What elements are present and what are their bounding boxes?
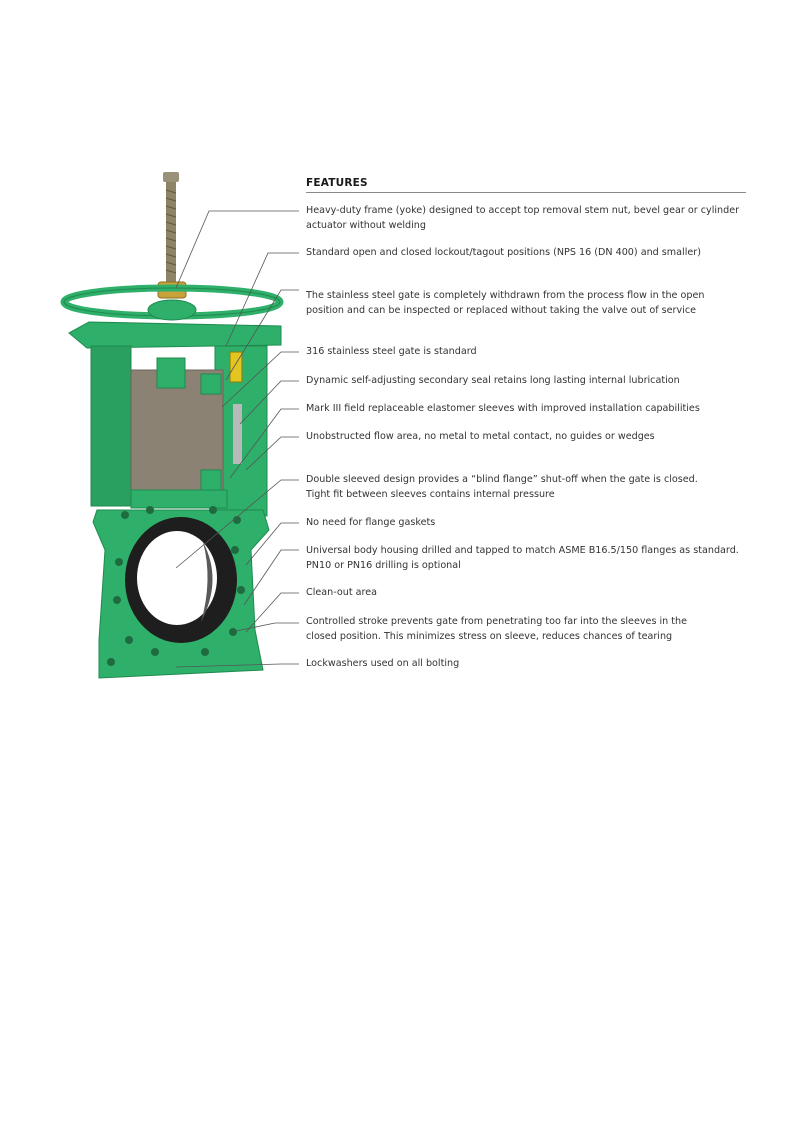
feature-no-gaskets — [306, 516, 746, 531]
feature-mark-iii-sleeves — [306, 402, 746, 417]
feature-line: Tight fit between sleeves contains internal pressure — [306, 488, 555, 500]
feature-line: Double sleeved design provides a “blind flange” shut-off when the gate is closed. — [306, 474, 698, 485]
feature-line: Clean-out area — [306, 587, 378, 598]
feature-controlled-stroke — [306, 615, 746, 644]
feature-line: Controlled stroke prevents gate from penetrating too far into the sleeves in the — [306, 616, 688, 627]
feature-line: Mark III field replaceable elastomer sleeves with improved installation capabilities — [306, 403, 700, 414]
feature-line: Universal body housing drilled and tapped to match ASME B16.5/150 flanges as standard. — [306, 545, 739, 556]
feature-line: Standard open and closed lockout/tagout positions (NPS 16 (DN 400) and smaller) — [306, 247, 701, 258]
feature-unobstructed-flow — [306, 430, 746, 445]
feature-line: Dynamic self-adjusting secondary seal retains long lasting internal lubrication — [306, 375, 680, 386]
feature-316-gate — [306, 345, 746, 360]
feature-double-sleeved — [306, 473, 746, 502]
feature-line: No need for flange gaskets — [306, 517, 436, 528]
feature-universal-body — [306, 544, 746, 573]
feature-line: Heavy-duty frame (yoke) designed to accept top removal stem nut, bevel gear or cylinder — [306, 205, 740, 216]
features-heading: FEATURES — [306, 177, 368, 189]
heading-divider — [306, 192, 746, 193]
feature-line: Unobstructed flow area, no metal to metal contact, no guides or wedges — [306, 431, 655, 442]
feature-lockout — [306, 246, 746, 261]
feature-line: position and can be inspected or replaced without taking the valve out of service — [306, 304, 697, 316]
feature-line: actuator without welding — [306, 219, 426, 231]
feature-clean-out — [306, 586, 746, 601]
feature-line: PN10 or PN16 drilling is optional — [306, 559, 461, 571]
feature-line: 316 stainless steel gate is standard — [306, 346, 477, 357]
feature-line: Lockwashers used on all bolting — [306, 658, 460, 669]
feature-line: The stainless steel gate is completely withdrawn from the process flow in the open — [306, 290, 705, 301]
feature-frame-yoke — [306, 204, 746, 233]
feature-gate-withdrawn — [306, 289, 746, 318]
feature-lockwashers — [306, 657, 746, 672]
feature-line: closed position. This minimizes stress on sleeve, reduces chances of tearing — [306, 630, 673, 642]
feature-secondary-seal — [306, 374, 746, 389]
